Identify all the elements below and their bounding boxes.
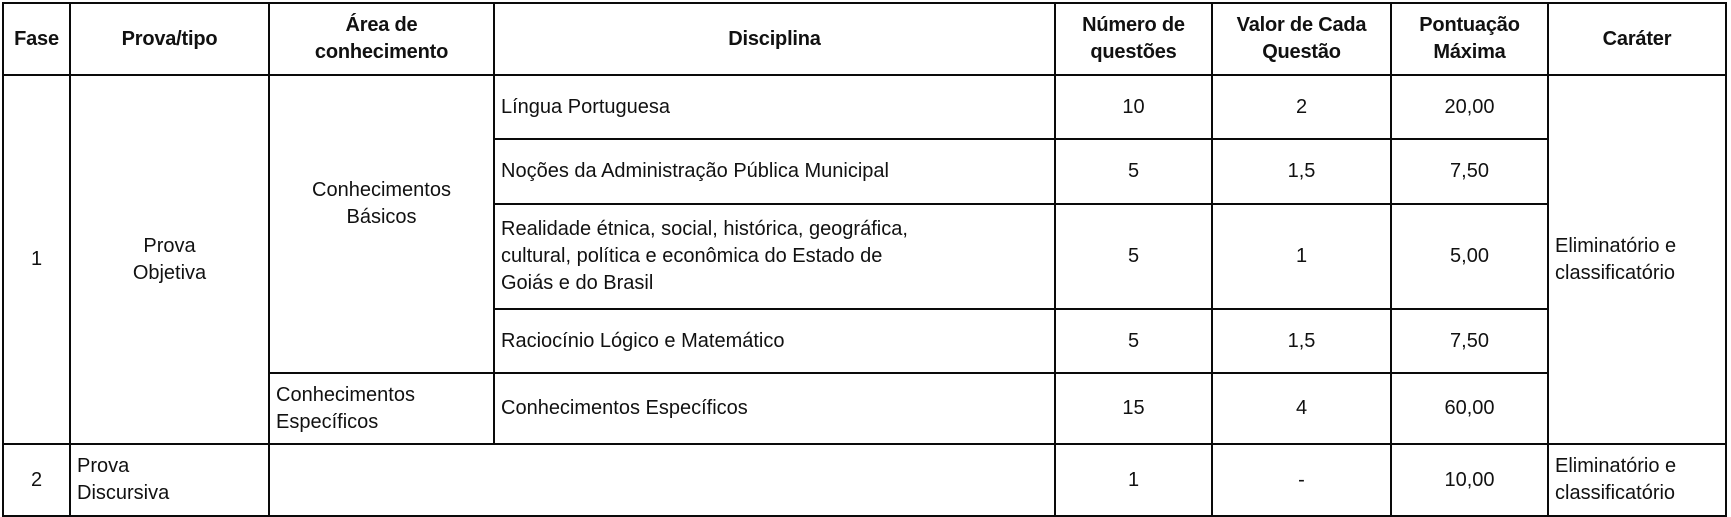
numero-value: 1	[1127, 468, 1140, 491]
carater-cell	[1548, 75, 1726, 444]
prova-tipo-line2: Discursiva	[77, 482, 170, 504]
valor-value: -	[1298, 468, 1305, 491]
area-line2: Básicos	[346, 206, 417, 228]
disciplina-cell	[494, 75, 1055, 139]
header-valor-line1: Valor de Cada	[1236, 14, 1367, 36]
prova-tipo-line2: Objetiva	[132, 261, 207, 284]
header-prova-tipo-label: Prova/tipo	[121, 27, 218, 50]
header-area-line1: Área de	[345, 14, 418, 36]
disciplina-cell	[494, 139, 1055, 204]
header-numero-line1: Número de	[1082, 14, 1185, 36]
valor-value: 1,5	[1287, 160, 1316, 182]
numero-value: 5	[1127, 160, 1140, 182]
valor-value: 1,5	[1287, 329, 1316, 352]
header-pontuacao-line2: Máxima	[1433, 41, 1506, 63]
pontuacao-cell	[1391, 204, 1548, 309]
pontuacao-value: 7,50	[1450, 160, 1489, 182]
header-carater	[1548, 3, 1726, 75]
fase-cell	[3, 75, 70, 444]
disciplina-line1: Realidade étnica, social, histórica, geográfica,	[501, 218, 908, 240]
numero-cell	[1055, 444, 1212, 516]
header-row	[3, 3, 1726, 75]
disciplina-value: Conhecimentos Específicos	[501, 397, 748, 419]
prova-tipo-cell	[70, 444, 269, 516]
header-pontuacao-line1: Pontuação	[1419, 14, 1520, 36]
carater-line2: classificatório	[1555, 261, 1676, 284]
prova-tipo-line1: Prova	[143, 234, 196, 257]
header-valor-line2: Questão	[1262, 41, 1341, 63]
disciplina-cell	[494, 204, 1055, 309]
numero-cell	[1055, 373, 1212, 444]
fase-cell	[3, 444, 70, 516]
table-row	[3, 444, 1726, 516]
header-area-line2: conhecimento	[314, 41, 449, 63]
pontuacao-cell	[1391, 373, 1548, 444]
table-row	[3, 75, 1726, 139]
disciplina-value: Língua Portuguesa	[501, 95, 671, 118]
header-pontuacao	[1391, 3, 1548, 75]
disciplina-value: Raciocínio Lógico e Matemático	[501, 329, 785, 352]
valor-value: 2	[1295, 95, 1308, 118]
disciplina-line2: cultural, política e econômica do Estado de	[501, 245, 883, 267]
numero-value: 10	[1122, 95, 1145, 118]
area-cell	[269, 373, 494, 444]
valor-cell	[1212, 444, 1391, 516]
valor-cell	[1212, 75, 1391, 139]
numero-value: 5	[1127, 329, 1140, 352]
exam-structure-table	[2, 2, 1727, 517]
valor-cell	[1212, 309, 1391, 373]
carater-line1: Eliminatório e	[1555, 234, 1677, 257]
pontuacao-cell	[1391, 309, 1548, 373]
header-area	[269, 3, 494, 75]
disciplina-line3: Goiás e do Brasil	[501, 272, 654, 294]
area-disciplina-empty-cell	[269, 444, 1055, 516]
numero-value: 5	[1127, 245, 1140, 267]
area-line1: Conhecimentos	[276, 383, 415, 406]
pontuacao-value: 60,00	[1444, 397, 1495, 419]
header-disciplina-label: Disciplina	[728, 27, 821, 50]
header-carater-label: Caráter	[1602, 27, 1672, 50]
prova-tipo-cell	[70, 75, 269, 444]
fase-value: 1	[30, 248, 43, 270]
carater-line1: Eliminatório e	[1555, 455, 1677, 477]
pontuacao-value: 7,50	[1450, 329, 1489, 352]
fase-value: 2	[30, 468, 43, 491]
numero-cell	[1055, 204, 1212, 309]
disciplina-value: Noções da Administração Pública Municipal	[501, 160, 889, 182]
carater-cell	[1548, 444, 1726, 516]
disciplina-cell	[494, 309, 1055, 373]
valor-cell	[1212, 373, 1391, 444]
area-cell	[269, 75, 494, 373]
valor-cell	[1212, 204, 1391, 309]
pontuacao-cell	[1391, 139, 1548, 204]
header-prova-tipo	[70, 3, 269, 75]
carater-line2: classificatório	[1555, 482, 1676, 504]
valor-value: 4	[1295, 397, 1308, 419]
header-fase-label: Fase	[14, 27, 59, 50]
valor-cell	[1212, 139, 1391, 204]
valor-value: 1	[1295, 245, 1308, 267]
numero-cell	[1055, 139, 1212, 204]
numero-cell	[1055, 309, 1212, 373]
numero-cell	[1055, 75, 1212, 139]
disciplina-cell	[494, 373, 1055, 444]
area-line2: Específicos	[276, 410, 379, 433]
pontuacao-value: 20,00	[1444, 95, 1495, 118]
area-line1: Conhecimentos	[312, 179, 451, 201]
pontuacao-value: 5,00	[1450, 245, 1489, 267]
pontuacao-value: 10,00	[1444, 468, 1495, 491]
pontuacao-cell	[1391, 444, 1548, 516]
pontuacao-cell	[1391, 75, 1548, 139]
numero-value: 15	[1122, 397, 1145, 419]
header-valor	[1212, 3, 1391, 75]
header-numero-line2: questões	[1090, 41, 1177, 63]
header-fase	[3, 3, 70, 75]
header-disciplina	[494, 3, 1055, 75]
header-numero	[1055, 3, 1212, 75]
prova-tipo-line1: Prova	[77, 455, 130, 477]
